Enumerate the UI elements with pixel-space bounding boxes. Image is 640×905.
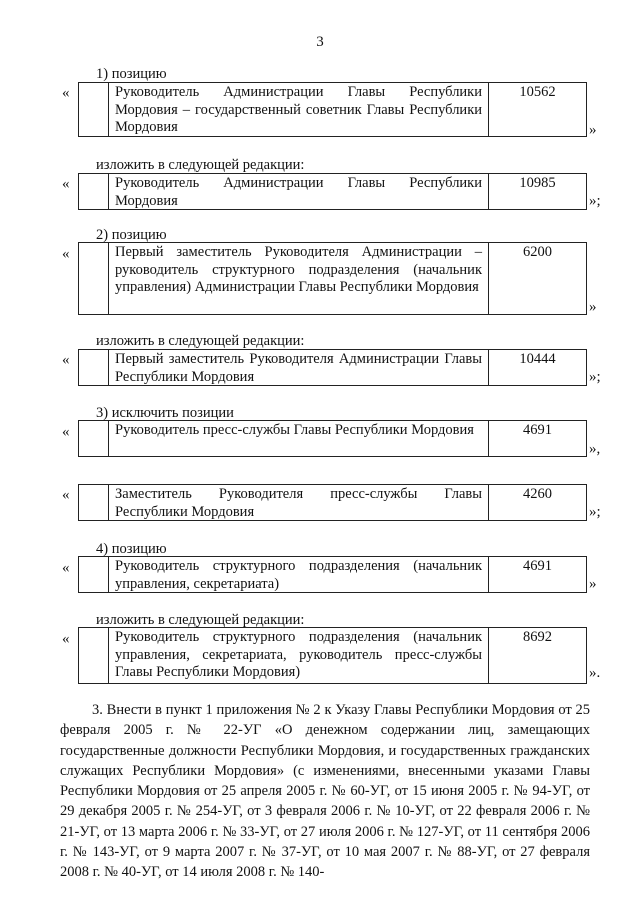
row-number-cell — [79, 628, 109, 683]
row-title: Заместитель Руководителя пресс-службы Главы Республики Мордовия — [109, 485, 489, 520]
table-row — [78, 173, 587, 210]
row-title: Руководитель структурного подразделения (начальник управления, секретариата, руководитель пресс-службы Главы Республики Мордовия) — [109, 628, 489, 683]
label-position-2: 2) позицию — [96, 227, 167, 243]
label-position-1: 1) позицию — [96, 66, 167, 82]
open-quote: « — [62, 85, 70, 101]
row-value: 4260 — [523, 486, 552, 502]
row-value: 8692 — [523, 629, 552, 645]
row-value: 4691 — [523, 558, 552, 574]
label-position-4: 4) позицию — [96, 541, 167, 557]
open-quote: « — [62, 176, 70, 192]
table-row — [78, 420, 587, 457]
row-number-cell — [79, 350, 109, 385]
table-row — [78, 484, 587, 521]
table-row — [78, 627, 587, 684]
open-quote: « — [62, 246, 70, 262]
close-quote: ». — [589, 665, 601, 681]
table-row — [78, 349, 587, 386]
row-number-cell — [79, 83, 109, 136]
label-new-edition: изложить в следующей редакции: — [96, 612, 305, 628]
row-value: 10985 — [519, 175, 556, 191]
row-number-cell — [79, 557, 109, 592]
page-number: 3 — [316, 34, 324, 50]
label-exclude-positions: 3) исключить позиции — [96, 405, 234, 421]
table-row — [78, 242, 587, 315]
close-quote: »; — [589, 193, 601, 209]
open-quote: « — [62, 487, 70, 503]
close-quote: » — [589, 299, 597, 315]
row-number-cell — [79, 243, 109, 314]
row-title: Руководитель Администрации Главы Республики Мордовия – государственный советник Главы Республики Мордовия — [109, 83, 489, 136]
row-title: Руководитель пресс-службы Главы Республики Мордовия — [109, 421, 489, 456]
row-title: Первый заместитель Руководителя Администрации – руководитель структурного подразделения (начальник управления) Администрации Главы Республики Мордовия — [109, 243, 489, 314]
row-title: Первый заместитель Руководителя Администрации Главы Республики Мордовия — [109, 350, 489, 385]
row-value: 10444 — [519, 351, 556, 367]
close-quote: » — [589, 576, 597, 592]
label-new-edition: изложить в следующей редакции: — [96, 333, 305, 349]
row-value: 10562 — [519, 84, 556, 100]
row-value: 4691 — [523, 422, 552, 438]
row-number-cell — [79, 485, 109, 520]
row-number-cell — [79, 421, 109, 456]
close-quote: » — [589, 122, 597, 138]
table-row — [78, 556, 587, 593]
open-quote: « — [62, 560, 70, 576]
table-row — [78, 82, 587, 137]
row-value: 6200 — [523, 244, 552, 260]
row-title: Руководитель Администрации Главы Республики Мордовия — [109, 174, 489, 209]
label-new-edition: изложить в следующей редакции: — [96, 157, 305, 173]
close-quote: »; — [589, 369, 601, 385]
body-paragraph: 3. Внести в пункт 1 приложения № 2 к Указу Главы Республики Мордовия от 25 февраля 2005 г. № 22-УГ «О денежном содержании лиц, замещающих государственные должности Республики Мордовия, и государственных гражданских служащих Республики Мордовия» (с изменениями, внесенными указами Главы Республики Мордовия от 25 апреля 2005 г. № 60-УГ, от 15 июня 2005 г. № 94-УГ, от 29 декабря 2005 г. № 254-УГ, от 3 февраля 2006 г. № 10-УГ, от 22 февраля 2006 г. № 21-УГ, от 13 марта 2006 г. № 33-УГ, от 27 июля 2006 г. № 127-УГ, от 11 сентября 2006 г. № 143-УГ, от 9 марта 2007 г. № 37-УГ, от 10 мая 2007 г. № 88-УГ, от 27 февраля 2008 г. № 40-УГ, от 14 июля 2008 г. № 140- — [60, 702, 590, 881]
close-quote: », — [589, 441, 601, 457]
close-quote: »; — [589, 504, 601, 520]
open-quote: « — [62, 631, 70, 647]
open-quote: « — [62, 352, 70, 368]
row-number-cell — [79, 174, 109, 209]
open-quote: « — [62, 424, 70, 440]
row-title: Руководитель структурного подразделения (начальник управления, секретариата) — [109, 557, 489, 592]
